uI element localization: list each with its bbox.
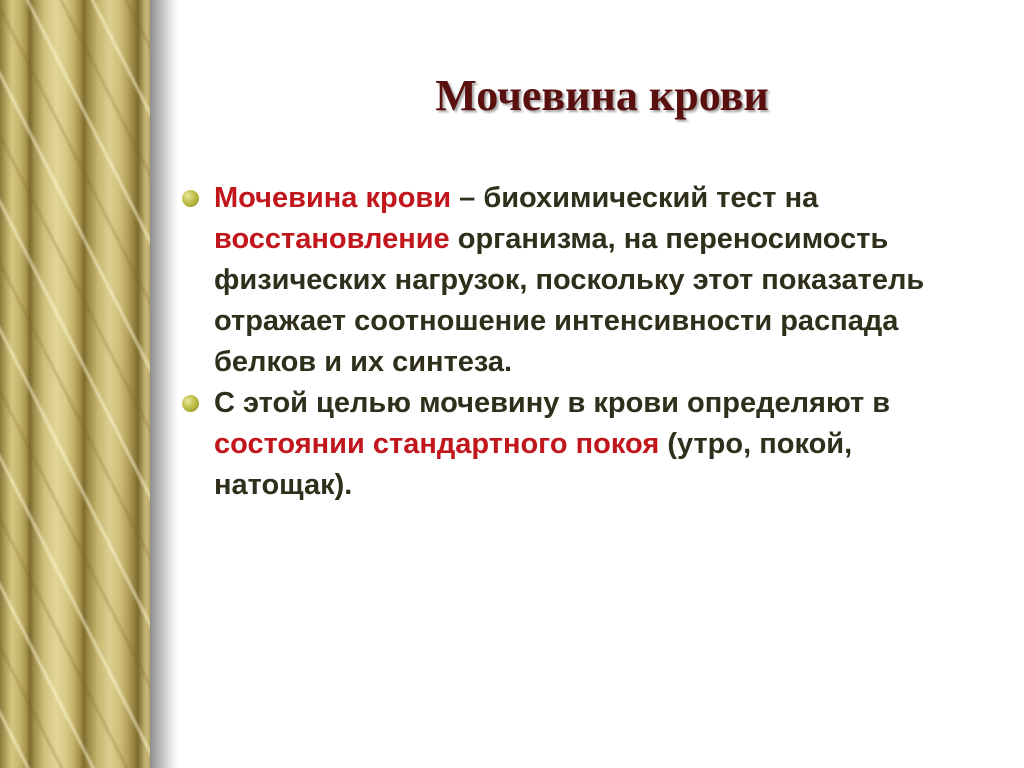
bullet-text-highlight: состоянии стандартного покоя bbox=[214, 428, 660, 460]
bullet-text: – биохимический тест на bbox=[451, 182, 819, 214]
round-bullet-icon bbox=[182, 395, 199, 412]
bullet-text-highlight: восстановление bbox=[214, 223, 450, 255]
bullet-text: С этой целью мочевину в крови определяют в bbox=[214, 387, 891, 419]
decorative-pillar bbox=[0, 0, 150, 768]
bullet-text: (утро, покой, натощак). bbox=[214, 428, 853, 501]
round-bullet-icon bbox=[182, 190, 199, 207]
bullet-item bbox=[180, 178, 990, 383]
bullet-list bbox=[180, 178, 990, 506]
bullet-item bbox=[180, 383, 990, 506]
bullet-text: организма, на переносимость физических нагрузок, поскольку этот показатель отражает соотношение интенсивности распада белков и их синтеза. bbox=[214, 223, 925, 378]
slide-title: Мочевина крови bbox=[435, 71, 769, 120]
pillar-shadow bbox=[150, 0, 178, 768]
bullet-text-highlight: Мочевина крови bbox=[214, 182, 452, 214]
